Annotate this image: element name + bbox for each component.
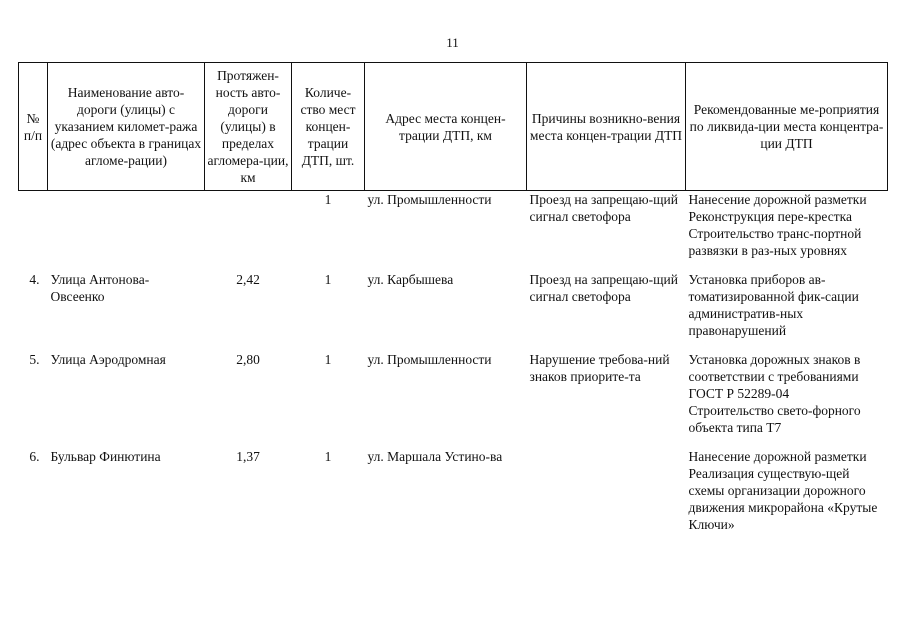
table-row [19, 448, 888, 533]
header-reasons: Причины возникно-вения места концен-трации ДТП [527, 63, 686, 191]
cell-road: Улица Аэродромная [50, 352, 166, 367]
measure-item: Строительство свето-форного объекта типа Т7 [688, 403, 861, 435]
measure-item: Установка дорожных знаков в соответствии с требованиями ГОСТ Р 52289-04 [688, 352, 861, 401]
cell-length [205, 191, 292, 260]
cell-count: 1 [324, 192, 332, 207]
cell-reason: Нарушение требова-ний знаков приорите-та [529, 352, 670, 384]
cell-measures [686, 191, 888, 260]
table-row [19, 271, 888, 339]
measure-item: Нанесение дорожной разметки [688, 449, 867, 464]
cell-address: ул. Маршала Устино-ва [367, 449, 503, 464]
cell-num: 5. [29, 352, 40, 367]
cell-address: ул. Карбышева [367, 272, 454, 287]
cell-reason: Проезд на запрещаю-щий сигнал светофора [529, 272, 678, 304]
cell-count: 1 [324, 352, 332, 367]
cell-road: Улица Антонова-Овсеенко [50, 272, 150, 304]
cell-num: 4. [29, 272, 40, 287]
header-num: № п/п [19, 63, 48, 191]
accident-table [18, 62, 888, 533]
cell-reason [527, 448, 686, 533]
cell-measures [686, 271, 888, 339]
header-road: Наименование авто-дороги (улицы) с указанием километ-ража (адрес объекта в границах агломе-рации) [48, 63, 205, 191]
header-address: Адрес места концен-трации ДТП, км [365, 63, 527, 191]
cell-num: 6. [29, 449, 40, 464]
cell-measures [686, 351, 888, 436]
cell-measures [686, 448, 888, 533]
cell-length: 1,37 [236, 449, 260, 464]
measure-item: Установка приборов ав-томатизированной фик-сации административ-ных правонарушений [688, 272, 859, 338]
cell-address: ул. Промышленности [367, 352, 492, 367]
header-length: Протяжен-ность авто-дороги (улицы) в пределах агломера-ции, км [205, 63, 292, 191]
cell-length: 2,42 [236, 272, 260, 287]
measure-item: Реализация существую-щей схемы организации дорожного движения микрорайона «Крутые Ключи» [688, 466, 878, 532]
cell-count: 1 [324, 449, 332, 464]
cell-address: ул. Промышленности [367, 192, 492, 207]
page-number: 11 [446, 35, 459, 50]
table-header [19, 63, 888, 191]
cell-reason: Проезд на запрещаю-щий сигнал светофора [529, 192, 678, 224]
measure-item: Реконструкция пере-крестка [688, 209, 852, 224]
header-measures: Рекомендованные ме-роприятия по ликвида-ции места концентра-ции ДТП [686, 63, 888, 191]
cell-length: 2,80 [236, 352, 260, 367]
cell-num [19, 191, 48, 260]
measure-item: Нанесение дорожной разметки [688, 192, 867, 207]
cell-road: Бульвар Финютина [50, 449, 161, 464]
measure-item: Строительство транс-портной развязки в раз-ных уровнях [688, 226, 862, 258]
table-row [19, 351, 888, 436]
table-row [19, 191, 888, 260]
header-count: Количе-ство мест концен-трации ДТП, шт. [292, 63, 365, 191]
cell-road [48, 191, 205, 260]
cell-count: 1 [324, 272, 332, 287]
